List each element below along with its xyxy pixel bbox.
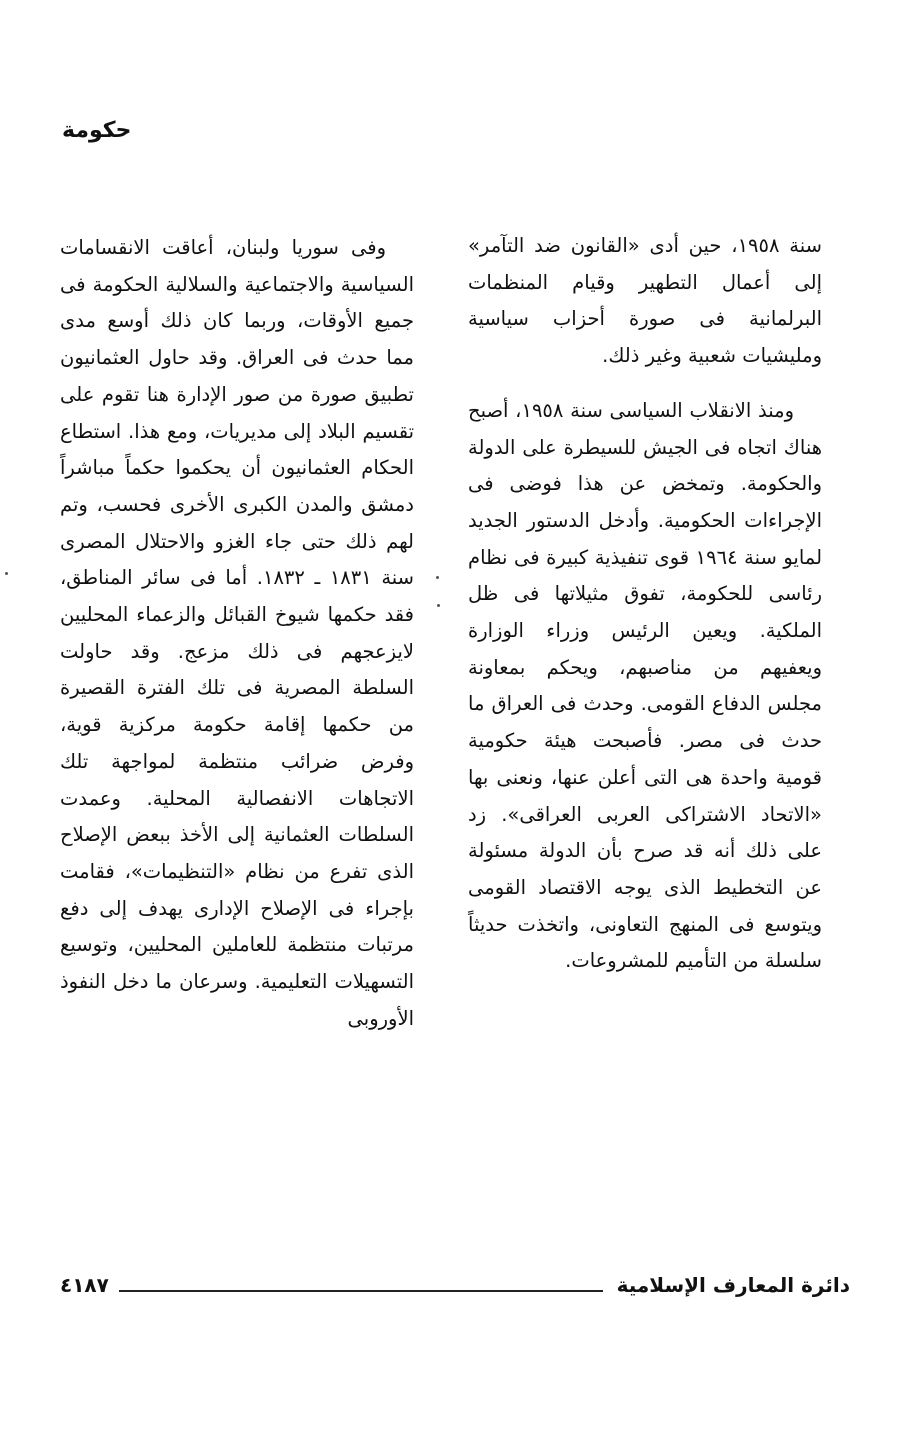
page-footer [60, 1270, 850, 1300]
footer-divider-rule [119, 1290, 603, 1292]
left-paragraph-1: وفى سوريا ولبنان، أعاقت الانقسامات السياسية والاجتماعية والسلالية الحكومة فى جميع الأوقات، وربما كان ذلك أوسع مدى مما حدث فى العراق. وقد حاول العثمانيون تطبيق صورة من صور الإدارة هنا تقوم على تقسيم البلاد إلى مديريات، ومع هذا. استطاع الحكام العثمانيون أن يحكموا حكماً مباشراً دمشق والمدن الكبرى الأخرى فحسب، وتم لهم ذلك حتى جاء الغزو والاحتلال المصرى سنة ١٨٣١ ـ ١٨٣٢. أما فى سائر المناطق، فقد حكمها شيوخ القبائل والزعماء المحليين لايزعجهم فى ذلك مزعج. وقد حاولت السلطة المصرية فى تلك الفترة القصيرة من حكمها إقامة حكومة مركزية قوية، وفرض ضرائب منتظمة لمواجهة تلك الاتجاهات الانفصالية المحلية. وعمدت السلطات العثمانية إلى الأخذ ببعض الإصلاح الذى تفرع من نظام «التنظيمات»، فقامت بإجراء فى الإصلاح الإدارى يهدف إلى دفع مرتبات منتظمة للعاملين المحليين، وتوسيع التسهيلات التعليمية. وسرعان ما دخل النفوذ الأوروبى [60, 236, 414, 1030]
scan-speck [437, 604, 440, 607]
left-text-column [60, 230, 414, 1037]
running-title: حكومة [62, 118, 132, 143]
right-text-column [468, 228, 822, 980]
right-paragraph-2: ومنذ الانقلاب السياسى سنة ١٩٥٨، أصبح هناك اتجاه فى الجيش للسيطرة على الدولة والحكومة. وتمخض عن هذا فوضى فى الإجراءات الحكومية. وأدخل الدستور الجديد لمايو سنة ١٩٦٤ قوى تنفيذية كبيرة فى نظام رئاسى للحكومة، تفوق مثيلاتها فى ظل الملكية. ويعين الرئيس وزراء الوزارة ويعفيهم من مناصبهم، ويحكم بمعاونة مجلس الدفاع القومى. وحدث فى العراق ما حدث فى مصر. فأصبحت هيئة حكومية قومية واحدة هى التى أعلن عنها، ونعنى بها «الاتحاد الاشتراكى العربى العراقى». زد على ذلك أنه قد صرح بأن الدولة مسئولة عن التخطيط الذى يوجه الاقتصاد القومى ويتوسع فى المنهج التعاونى، واتخذت حديثاً سلسلة من التأميم للمشروعات. [468, 398, 823, 973]
page-number: ٤١٨٧ [60, 1273, 109, 1297]
scan-speck [5, 572, 8, 575]
right-paragraph-1: سنة ١٩٥٨، حين أدى «القانون ضد التآمر» إلى أعمال التطهير وقيام المنظمات البرلمانية فى صورة أحزاب سياسية ومليشيات شعبية وغير ذلك. [468, 234, 822, 368]
publication-title: دائرة المعارف الإسلامية [616, 1273, 850, 1297]
scan-speck [436, 576, 439, 579]
